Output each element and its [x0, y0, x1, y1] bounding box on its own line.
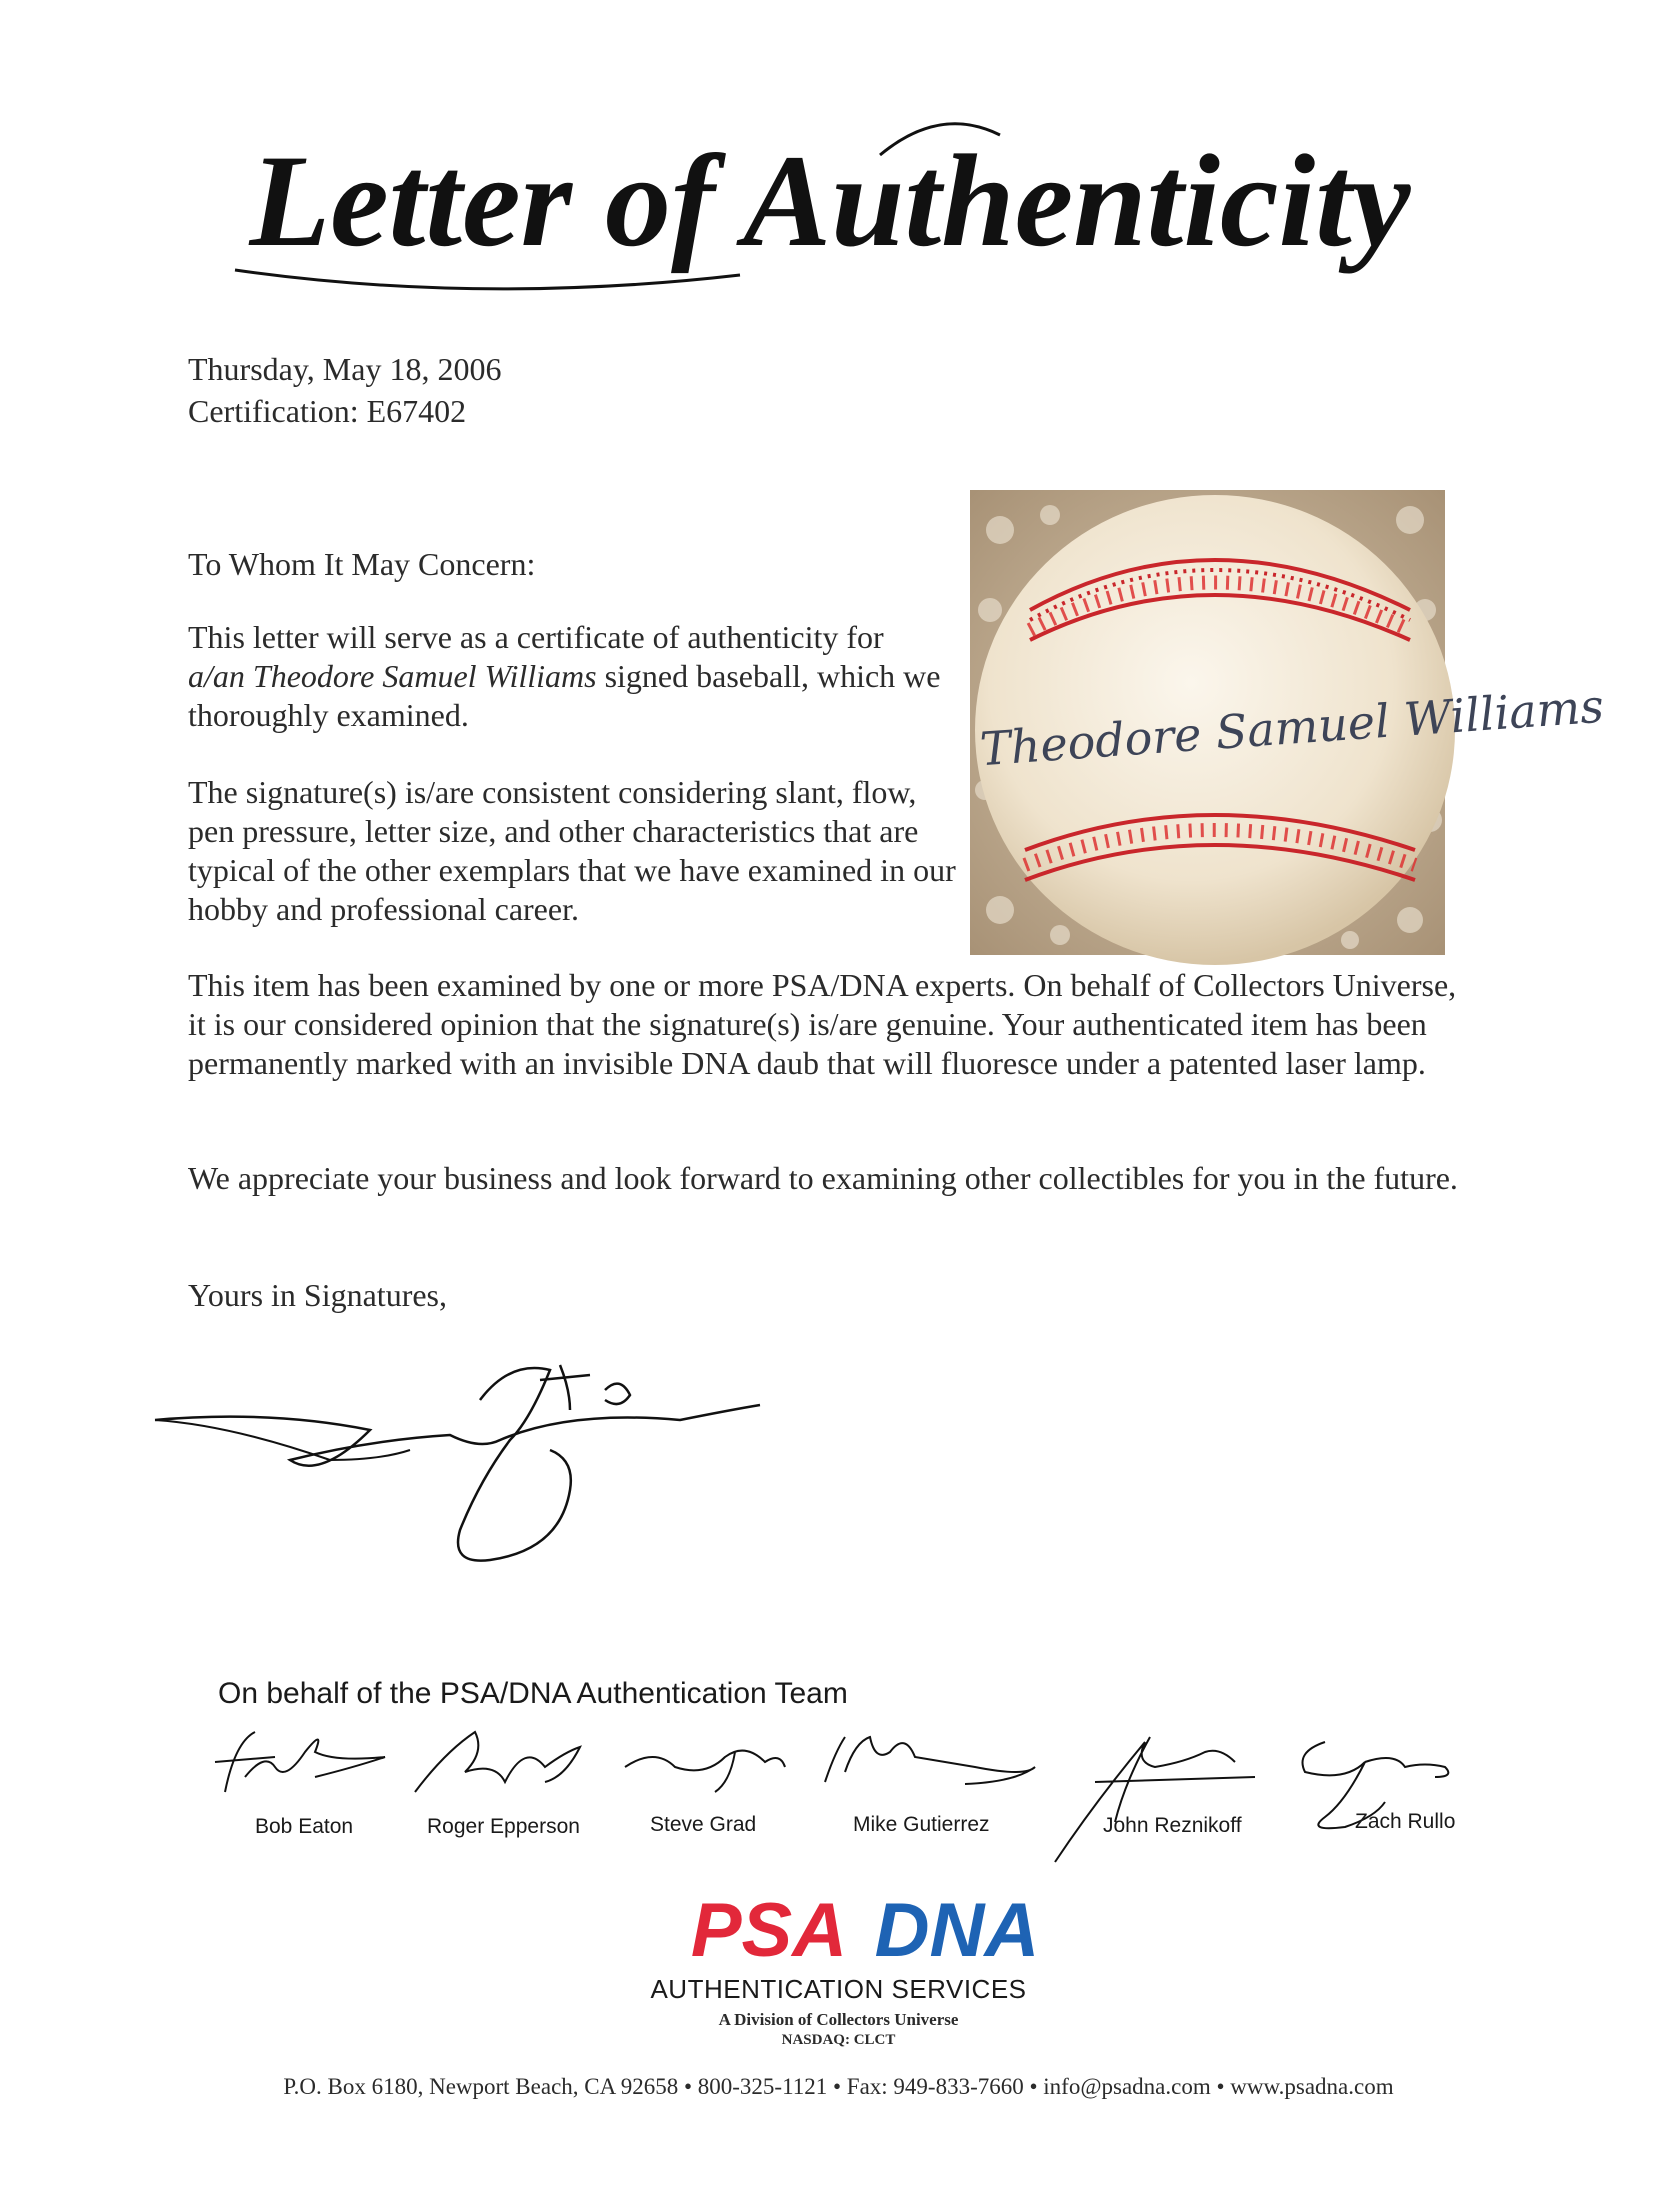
baseball-photo	[970, 490, 1606, 955]
authenticator-signature	[150, 1350, 790, 1580]
logo-psa: PSA	[690, 1888, 848, 1973]
salutation: To Whom It May Concern:	[188, 546, 536, 582]
footer-contact: P.O. Box 6180, Newport Beach, CA 92658 • 800-325-1121 • Fax: 949-833-7660 • info@psadna.com • www.psadna.com	[283, 2074, 1394, 2099]
team-member-steve-grad	[615, 1722, 795, 1842]
certification-number: Certification: E67402	[188, 393, 467, 429]
member-name: Roger Epperson	[427, 1815, 580, 1838]
member-name: Bob Eaton	[255, 1815, 354, 1838]
team-member-roger-epperson	[405, 1722, 605, 1842]
logo-dna: DNA	[874, 1888, 1040, 1973]
letter-date: Thursday, May 18, 2006	[188, 351, 502, 387]
team-member-zach-rullo	[1285, 1722, 1465, 1842]
paragraph-opinion: This item has been examined by one or more PSA/DNA experts. On behalf of Collectors Universe, it is our considered opinion that the signature(s) is/are genuine. Your authenticated item has been permanently marked with an invisible DNA daub that will fluoresce under a patented laser lamp.	[188, 967, 1457, 1081]
letter-title-text: Letter of Authenticity	[249, 127, 1411, 274]
member-name: John Reznikoff	[1103, 1814, 1242, 1837]
member-name: Steve Grad	[650, 1813, 757, 1836]
intro-rest: signed baseball, which we thoroughly examined.	[188, 658, 941, 733]
ball-signature: Theodore Samuel Williams	[978, 678, 1606, 777]
member-name: Mike Gutierrez	[853, 1813, 990, 1836]
item-subject: a/an Theodore Samuel Williams	[188, 658, 597, 694]
team-member-mike-gutierrez	[815, 1722, 1045, 1842]
signature-bob-eaton	[205, 1722, 395, 1807]
paragraph-consistency: The signature(s) is/are consistent considering slant, flow, pen pressure, letter size, and other characteristics that are typical of the other exemplars that we have examined in our hobby and professional career.	[188, 774, 956, 927]
intro-line: This letter will serve as a certificate of authenticity for	[188, 619, 884, 655]
team-heading: On behalf of the PSA/DNA Authentication Team	[218, 1677, 848, 1710]
signature-john-reznikoff	[1035, 1722, 1265, 1872]
closing: Yours in Signatures,	[188, 1277, 447, 1313]
team-member-bob-eaton	[205, 1722, 395, 1842]
letter-title	[180, 95, 1480, 325]
signature-mike-gutierrez	[815, 1722, 1045, 1807]
signature-roger-epperson	[405, 1722, 605, 1807]
signature-steve-grad	[615, 1722, 795, 1807]
paragraph-appreciation: We appreciate your business and look forward to examining other collectibles for you in the future.	[188, 1160, 1458, 1196]
psa-dna-logo	[676, 1888, 1048, 1973]
division-text: A Division of Collectors Universe	[718, 2010, 959, 2029]
nasdaq-text: NASDAQ: CLCT	[781, 2032, 896, 2048]
team-member-john-reznikoff	[1035, 1722, 1265, 1842]
authentication-services: AUTHENTICATION SERVICES	[650, 1974, 1027, 2004]
member-name: Zach Rullo	[1355, 1810, 1456, 1833]
paragraph-intro	[188, 618, 948, 735]
